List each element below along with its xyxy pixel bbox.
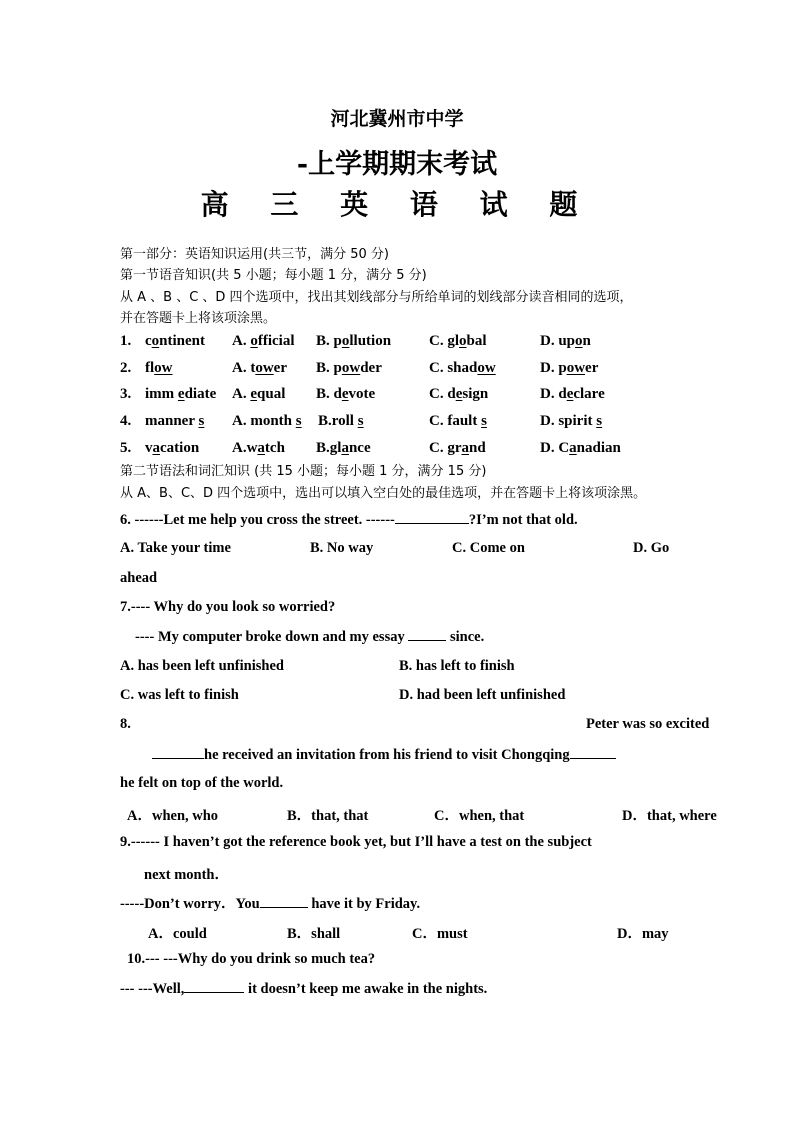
- question-9-option-c: C．must: [412, 926, 468, 942]
- answer-blank: [184, 980, 244, 993]
- question-7-option-c: C. was left to finish: [120, 687, 239, 703]
- option-c: C. shadow: [429, 360, 496, 376]
- exam-term: -上学期期末考试: [296, 149, 498, 180]
- option-d: D. declare: [540, 386, 605, 402]
- part1-title: 第一部分：英语知识运用(共三节，满分 50 分): [120, 247, 389, 262]
- question-6-option-d-cont: ahead: [120, 570, 158, 586]
- question-9-option-d: D．may: [617, 926, 669, 942]
- option-a: A. official: [232, 333, 295, 349]
- option-c: C. fault s: [429, 413, 487, 429]
- question-8-option-c: C．when, that: [434, 808, 525, 824]
- school-name: 河北冀州市中学: [330, 108, 464, 130]
- question-6-option-d: D. Go: [633, 540, 670, 556]
- answer-blank: [152, 746, 204, 759]
- question-6-option-c: C. Come on: [452, 540, 525, 556]
- question-10-line2: --- ---Well, it doesn’t keep me awake in the nights.: [120, 981, 488, 997]
- option-d: D. power: [540, 360, 599, 376]
- question-8-stem-right: Peter was so excited: [586, 716, 710, 732]
- question-8-option-b: B．that, that: [287, 808, 369, 824]
- given-word: flow: [145, 360, 173, 376]
- answer-blank: [395, 511, 469, 524]
- section2-instruction: 从 A、B、C、D 四个选项中，选出可以填入空白处的最佳选项，并在答题卡上将该项涂黑。: [120, 486, 647, 501]
- given-word: imm ediate: [145, 386, 217, 402]
- option-b: B. powder: [316, 360, 382, 376]
- option-a: A. equal: [232, 386, 286, 402]
- option-c: C. design: [429, 386, 489, 402]
- question-10-line1: 10.--- ---Why do you drink so much tea?: [127, 951, 376, 967]
- question-number: 3.: [120, 386, 132, 402]
- given-word: manner s: [145, 413, 205, 429]
- question-8-option-a: A．when, who: [127, 808, 219, 824]
- answer-blank: [408, 628, 446, 641]
- question-6-stem: 6. ------Let me help you cross the street. ------ ?I’m not that old.: [120, 512, 578, 528]
- option-b: B.glance: [316, 440, 371, 456]
- option-d: D. spirit s: [540, 413, 603, 429]
- question-number: 5.: [120, 440, 132, 456]
- question-7-option-d: D. had been left unfinished: [399, 687, 566, 703]
- section1-title: 第一节语音知识(共 5 小题；每小题 1 分，满分 5 分): [120, 268, 427, 283]
- option-b: B.roll s: [318, 413, 364, 429]
- option-b: B. devote: [316, 386, 376, 402]
- option-b: B. pollution: [316, 333, 392, 349]
- option-c: C. global: [429, 333, 487, 349]
- section1-instruction: 从 A 、B 、C 、D 四个选项中，找出其划线部分与所给单词的划线部分读音相同的选项，: [120, 290, 633, 305]
- section2-title: 第二节语法和词汇知识 (共 15 小题；每小题 1 分，满分 15 分): [120, 464, 487, 479]
- answer-blank: [570, 746, 616, 759]
- question-7-option-a: A. has been left unfinished: [120, 658, 284, 674]
- question-6-option-a: A. Take your time: [120, 540, 231, 556]
- question-7-line1: 7.---- Why do you look so worried?: [120, 599, 336, 615]
- question-9-option-a: A．could: [148, 926, 207, 942]
- question-9-line2: next month．: [144, 867, 229, 883]
- question-7-line2: ---- My computer broke down and my essay since.: [135, 629, 485, 645]
- question-number: 1.: [120, 333, 132, 349]
- question-number: 2.: [120, 360, 132, 376]
- question-8-number: 8.: [120, 716, 131, 732]
- option-d: D. upon: [540, 333, 591, 349]
- question-9-option-b: B．shall: [287, 926, 341, 942]
- given-word: vacation: [145, 440, 200, 456]
- given-word: continent: [145, 333, 206, 349]
- question-7-option-b: B. has left to finish: [399, 658, 515, 674]
- exam-subject: 高 三 英 语 试 题: [200, 188, 594, 221]
- option-a: A.watch: [232, 440, 285, 456]
- question-number: 4.: [120, 413, 132, 429]
- question-6-option-b: B. No way: [310, 540, 374, 556]
- question-8-stem-line2: he received an invitation from his friend to visit Chongqing: [152, 746, 616, 764]
- answer-blank: [260, 895, 308, 908]
- question-9-line1: 9.------ I haven’t got the reference book yet, but I’ll have a test on the subject: [120, 834, 592, 850]
- question-8-option-d: D．that, where: [622, 808, 717, 824]
- question-9-line3: -----Don’t worry．You have it by Friday.: [120, 896, 421, 912]
- option-c: C. grand: [429, 440, 486, 456]
- question-8-stem-line3: he felt on top of the world.: [120, 775, 284, 791]
- section1-instruction-cont: 并在答题卡上将该项涂黑。: [120, 311, 277, 326]
- option-a: A. tower: [232, 360, 287, 376]
- option-a: A. month s: [232, 413, 302, 429]
- option-d: D. Canadian: [540, 440, 621, 456]
